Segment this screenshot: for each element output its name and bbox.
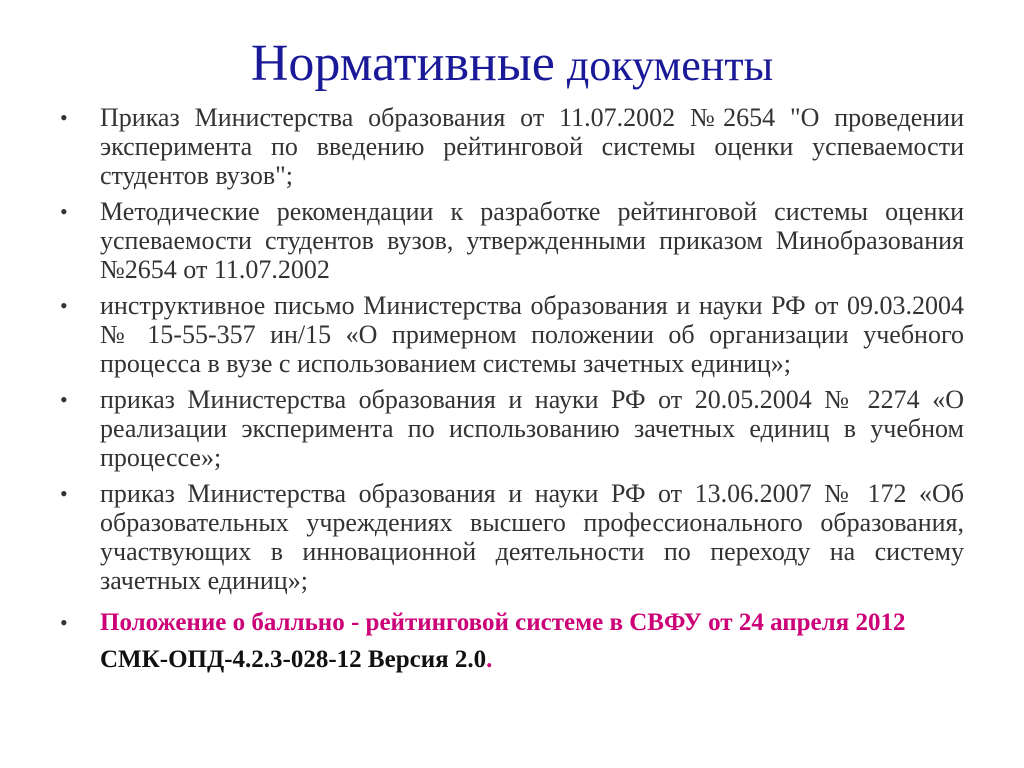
list-item-text: приказ Министерства образования и науки РФ от 20.05.2004 № 2274 «О реализации эксперимента по использованию зачетных единиц в учебном процессе»; xyxy=(100,385,964,472)
list-item xyxy=(58,291,964,378)
page-title xyxy=(0,36,1024,94)
bullet-icon: • xyxy=(60,481,68,506)
regulation-title: Положение о балльно - рейтинговой системе в СВФУ от 24 апреля 2012 xyxy=(100,609,906,636)
title-word-1: Нормативные xyxy=(250,35,555,92)
list-item-text: Методические рекомендации к разработке рейтинговой системы оценки успеваемости студентов вузов, утвержденными приказом Минобразования №2654 от 11.07.2002 xyxy=(100,197,964,284)
bullet-icon: • xyxy=(60,105,68,130)
list-item xyxy=(58,103,964,190)
list-item-regulation xyxy=(58,604,964,678)
title-word-2: документы xyxy=(566,41,774,90)
list-item xyxy=(58,197,964,284)
list-item-text: инструктивное письмо Министерства образования и науки РФ от 09.03.2004 № 15-55-357 ин/15 «О примерном положении об организации учебного процесса в вузе с использованием системы зачетных единиц»; xyxy=(100,291,964,378)
bullet-icon: • xyxy=(60,387,68,412)
list-item-text: приказ Министерства образования и науки РФ от 13.06.2007 № 172 «Об образовательных учреждениях высшего профессионального образования, участвующих в инновационной деятельности по переходу на систему зачетных единиц»; xyxy=(100,479,964,595)
bullet-icon: • xyxy=(60,610,68,635)
regulation-end: . xyxy=(486,646,493,673)
list-item xyxy=(58,479,964,595)
list-item xyxy=(58,385,964,472)
documents-list xyxy=(58,103,964,685)
bullet-icon: • xyxy=(60,293,68,318)
list-item-text: Приказ Министерства образования от 11.07.2002 №2654 "О проведении эксперимента по введению рейтинговой системы оценки успеваемости студентов вузов"; xyxy=(100,103,964,190)
bullet-icon: • xyxy=(60,199,68,224)
regulation-code: СМК-ОПД-4.2.3-028-12 Версия 2.0 xyxy=(100,646,487,673)
